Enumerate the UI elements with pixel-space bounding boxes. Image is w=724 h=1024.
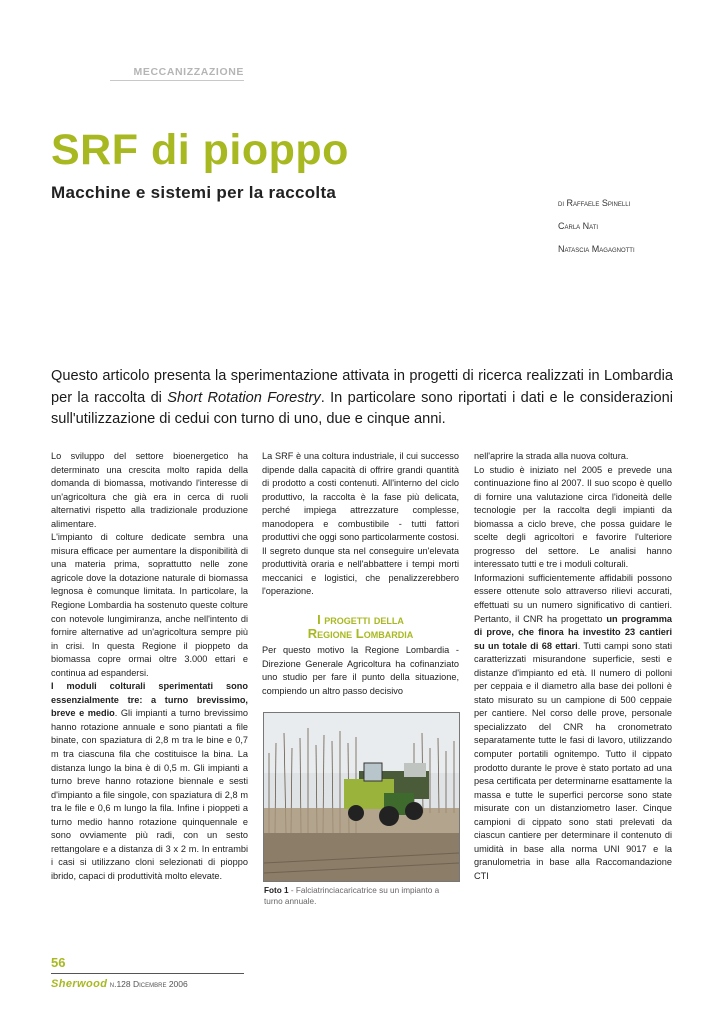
body-text: . Tutti campi sono stati caratterizzati misurandone superficie, sesti e distanze d'impianto ed età. Il numero di polloni per ceppaia e il diametro alla base dei polloni è stato misurato su un campione di 500 ceppaie per cantiere. Nel corso delle prove, personale specializzato del CNR ha cronometrato separatamente tutte le fasi di lavoro, utilizzando computer portatili ognitempo. Tutto il cippato prodotto durante le prove è stato portato ad una pesa certificata per determinarne esattamente la massa e tutte le superfici percorse sono state misurate con un distanziometro laser. Cinque campioni di cippato sono stati prelevati da ciascun cantiere per determinare il contenuto di umidità in base alla norma UNI 9017 e la granulometria in base alla Raccomandazione CTI	[474, 640, 673, 881]
body-paragraph: Lo studio è iniziato nel 2005 e prevede una continuazione fino al 2007. Il suo scopo è quello di fornire una valutazione circa l'idoneità delle tecnologie per la raccolta degli impianti da biomassa a ciclo breve, che possa guidare le scelte degli agricoltori e favorire l'ulteriore progresso del settore. Le analisi hanno interessato tutti e tre i moduli colturali.	[474, 464, 672, 570]
body-paragraph: L'impianto di colture dedicate sembra una misura efficace per aumentare la disponibilità di una materia prima, soprattutto nelle zone agricole dove la dotazione naturale di biomassa legnosa è comunque limitata. In particolare, la Regione Lombardia ha sostenuto queste colture con notevole lungimiranza, anche nell'intento di fornire alternative ad un'agricoltura sempre più in crisi. In questa Regione il pioppeto da biomassa copre ormai oltre 3.000 ettari e continua ad espandersi.	[51, 532, 248, 678]
photo-caption	[264, 886, 459, 907]
lead-paragraph	[51, 366, 673, 431]
section-heading	[262, 613, 459, 641]
section-heading-line-2: Regione Lombardia	[307, 626, 414, 642]
body-paragraph	[51, 680, 248, 883]
body-column-2	[262, 450, 459, 698]
body-text: Informazioni sufficientemente affidabili possono essere ottenute solo attraverso rilievi accurati, effettuati su un numero significativo di cantieri. Pertanto, il CNR ha progettato	[474, 572, 672, 624]
harvester-photo-image	[264, 713, 459, 881]
issue-info: n.128 Dicembre 2006	[109, 979, 188, 989]
author-3: Natascia Magagnotti	[558, 244, 635, 254]
section-label: MECCANIZZAZIONE	[133, 66, 244, 78]
author-list	[558, 198, 635, 267]
section-rule	[110, 80, 244, 81]
body-text: . Gli impianti a turno brevissimo hanno rotazione annuale e sono piantati a file binate, con spaziatura di 2,8 m tra le bine e 0,7 m tra ciascuna fila che costituisce la bina. La distanza lungo la bina è di 0,5 m. Gli impianti a turno breve hanno rotazione biennale e sesti d'impianto a file singole, con spaziatura di 2,8 m tra le file e 0,6 m lungo la fila. Infine i pioppeti a turno medio hanno rotazione quinquennale e sono ovviamente più radi, con un sesto rettangolare e a distanza di 3 x 2 m. In entrambi i casi si utilizzano cloni selezionati di pioppo ibrido, capaci di produttività molto elevate.	[51, 708, 248, 881]
author-1: di Raffaele Spinelli	[558, 198, 631, 208]
page-number: 56	[51, 955, 66, 970]
lead-text-b: . In particolare sono riportati i dati e le considerazioni sull'utilizzazione di cedui con turno di uno, due e cinque anni.	[51, 389, 673, 427]
footer	[51, 978, 188, 990]
body-column-3	[474, 450, 672, 884]
article-title: SRF di pioppo	[51, 126, 349, 174]
section-heading-line-1: I progetti della	[317, 612, 404, 628]
body-bold-lead: I moduli colturali sperimentati sono essenzialmente tre: a turno brevissimo, breve e medio	[51, 681, 248, 719]
magazine-name: Sherwood	[51, 978, 108, 990]
article-subtitle: Macchine e sistemi per la raccolta	[51, 183, 337, 202]
body-bold: un programma di prove, che finora ha investito 23 cantieri su un totale di 68 ettari	[474, 613, 672, 651]
body-paragraph: La SRF è una coltura industriale, il cui successo dipende dalla capacità di offrire grandi quantità di prodotto a costi contenuti. All'interno del ciclo produttivo, la raccolta è la fase più delicata, perché impiega attrezzature complesse, manodopera e combustibile - tutti fattori produttivi che oggi sono particolarmente costosi. Il segreto dunque sta nel conseguire un'elevata produttività oraria e nell'abbattere i tempi morti meccanici e logistici, che penalizzerebbero l'operazione.	[262, 451, 459, 597]
body-paragraph	[474, 572, 672, 884]
author-2: Carla Nati	[558, 221, 599, 231]
photo-caption-text: - Falciatrinciacaricatrice su un impianto a turno annuale.	[264, 886, 440, 906]
body-paragraph: Per questo motivo la Regione Lombardia - Direzione Generale Agricoltura ha cofinanziato uno studio per fare il punto della situazione, compiendo un altro passo decisivo	[262, 645, 459, 696]
body-paragraph: Lo sviluppo del settore bioenergetico ha determinato una crescita molto rapida della domanda di biomassa, motivando l'interesse di un'agricoltura che già era in cerca di ruoli alternativi rispetto alla tradizionale produzione alimentare.	[51, 451, 248, 529]
body-paragraph: nell'aprire la strada alla nuova coltura.	[474, 451, 629, 461]
body-column-1	[51, 450, 248, 884]
lead-emphasis: Short Rotation Forestry	[167, 389, 321, 406]
footer-rule	[51, 973, 244, 974]
harvester-photo	[263, 712, 460, 882]
lead-text-a: Questo articolo presenta la sperimentazione attivata in progetti di ricerca realizzati in Lombardia per la raccolta di	[51, 368, 673, 406]
photo-label: Foto 1	[264, 886, 289, 895]
